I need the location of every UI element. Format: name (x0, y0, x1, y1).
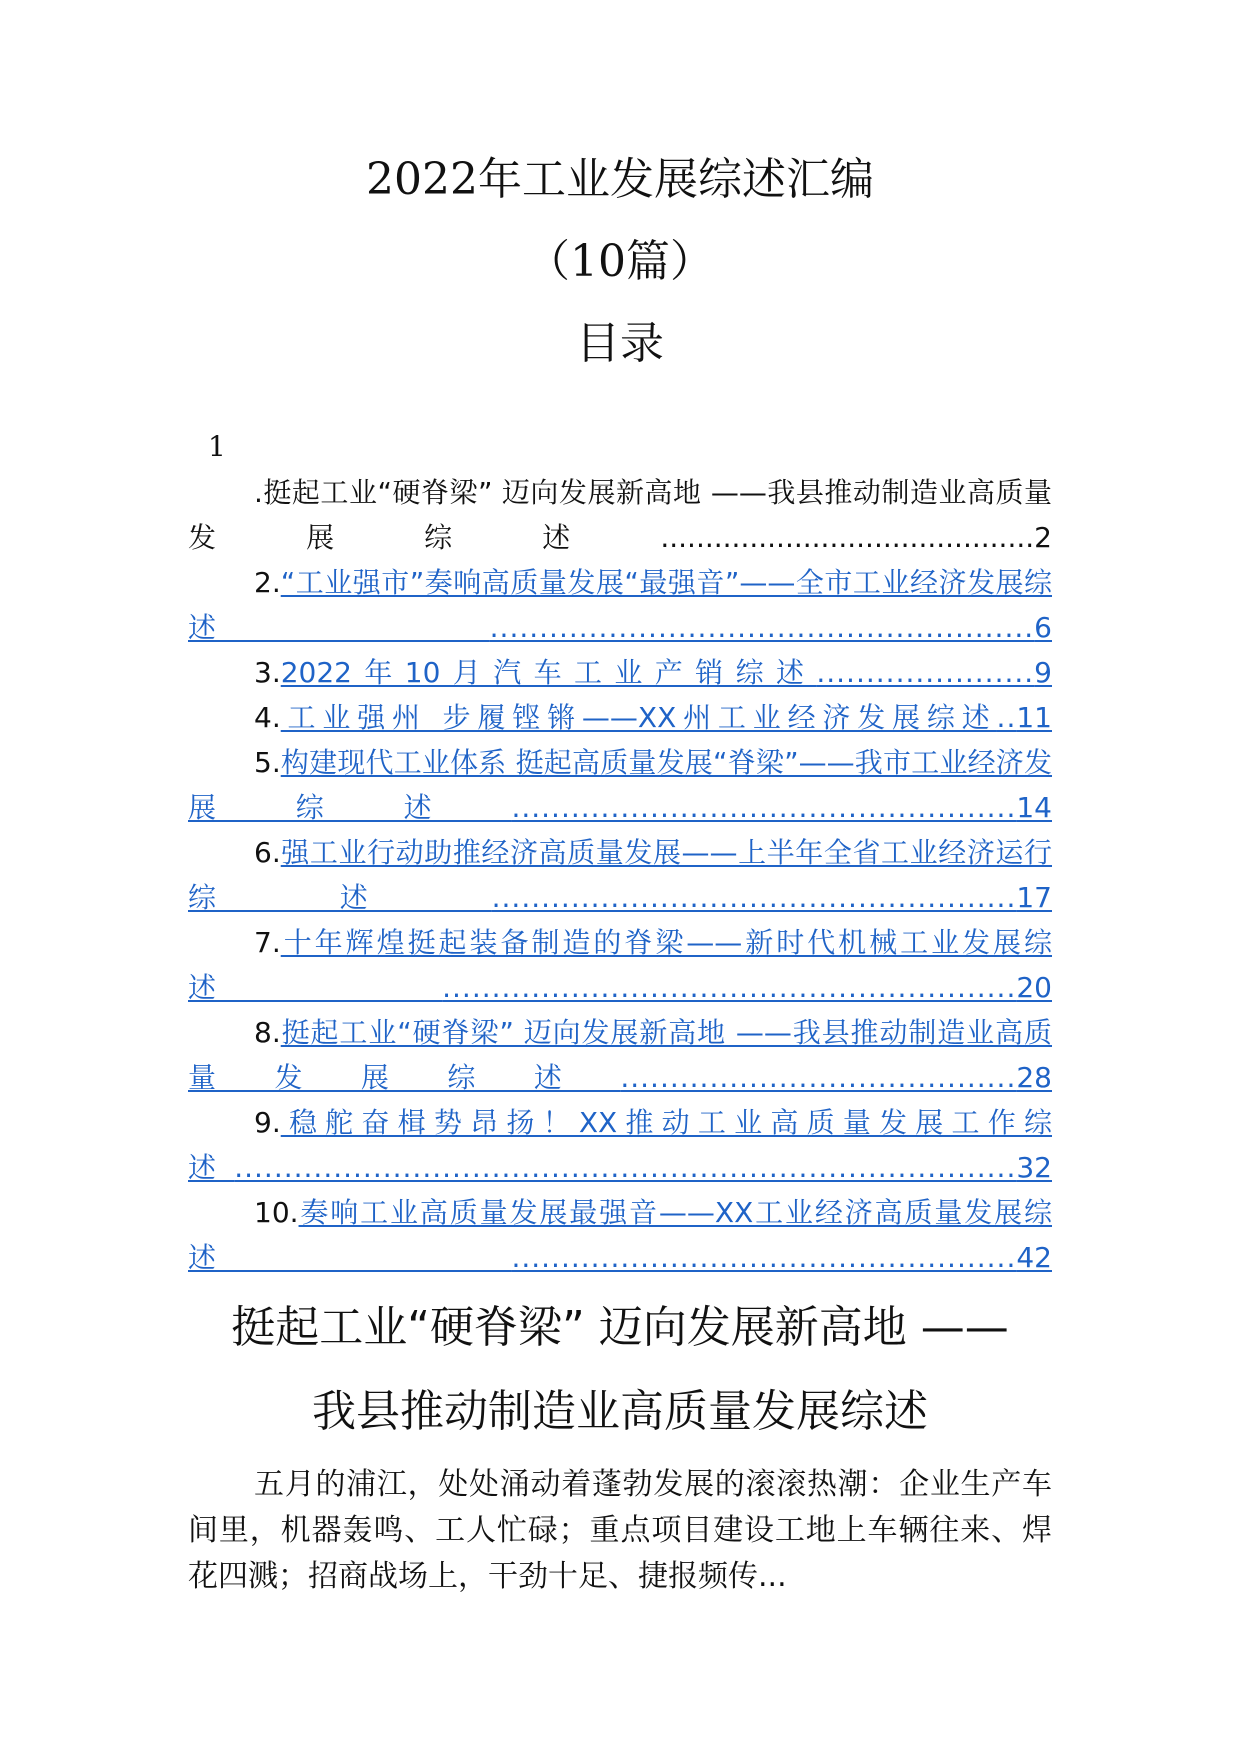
article-title-line-1: 挺起工业“硬脊梁” 迈向发展新高地 —— (231, 1302, 1009, 1353)
table-of-contents (188, 470, 1052, 1280)
toc-entry-dots[interactable]: ................................................... (511, 791, 1017, 824)
toc-entry-page[interactable]: 6 (1034, 611, 1052, 644)
toc-entry-link[interactable]: 稳舵奋楫势昂扬！XX推动工业高质量发展工作综述 (188, 1106, 1052, 1184)
toc-entry-number: 4. (254, 701, 281, 734)
toc-entry-1 (188, 470, 1052, 560)
toc-entry-4 (188, 695, 1052, 740)
toc-heading: 目录 (576, 318, 664, 369)
toc-entry-number: 3. (254, 656, 281, 689)
toc-entry-9 (188, 1100, 1052, 1190)
toc-entry-link[interactable]: 挺起工业“硬脊梁” 迈向发展新高地 ——我县推动制造业高质量发展综述 (188, 1016, 1052, 1094)
toc-entry-8 (188, 1010, 1052, 1100)
toc-entry-link[interactable]: 2022年10月汽车工业产销综述 (280, 656, 817, 689)
toc-entry-dots[interactable]: ..................................................... (491, 881, 1017, 914)
article-paragraph: 五月的浦江，处处涌动着蓬勃发展的滚滚热潮：企业生产车间里，机器轰鸣、工人忙碌；重点项目建设工地上车辆往来、焊花四溅；招商战场上，干劲十足、捷报频传... (188, 1467, 1052, 1594)
toc-entry-number: 2. (254, 566, 281, 599)
document-count: （10篇） (526, 236, 714, 287)
toc-entry-dots[interactable]: ....................................................... (489, 611, 1035, 644)
toc-entry-dots[interactable]: ............................................................................... (234, 1151, 1017, 1184)
toc-entry-number: 7. (254, 926, 281, 959)
toc-entry-link[interactable]: 工业强州 步履铿锵——XX州工业经济发展综述 (280, 701, 997, 734)
toc-entry-dots[interactable]: ...................... (816, 656, 1035, 689)
toc-entry-text: 挺起工业“硬脊梁” 迈向发展新高地 ——我县推动制造业高质量发展综述 (188, 476, 1052, 554)
toc-entry-dots[interactable]: ........................................ (620, 1061, 1017, 1094)
toc-entry-number: . (254, 476, 263, 509)
toc-entry-dots: .......................................... (660, 521, 1035, 554)
toc-entry-page[interactable]: 14 (1016, 791, 1052, 824)
toc-entry-10 (188, 1190, 1052, 1280)
toc-entry-page[interactable]: 20 (1016, 971, 1052, 1004)
document-title: 2022年工业发展综述汇编 (366, 154, 874, 205)
toc-entry-page[interactable]: 17 (1016, 881, 1052, 914)
toc-entry-dots[interactable]: .. (996, 701, 1017, 734)
article-title-line-2: 我县推动制造业高质量发展综述 (312, 1386, 928, 1437)
toc-entry-link[interactable]: 十年辉煌挺起装备制造的脊梁——新时代机械工业发展综述 (188, 926, 1052, 1004)
toc-entry-page[interactable]: 32 (1016, 1151, 1052, 1184)
toc-entry-page: 2 (1034, 521, 1052, 554)
toc-entry-link[interactable]: 奏响工业高质量发展最强音——XX工业经济高质量发展综述 (188, 1196, 1052, 1274)
toc-entry-number: 6. (254, 836, 281, 869)
toc-entry-page[interactable]: 42 (1016, 1241, 1052, 1274)
toc-entry-number: 5. (254, 746, 281, 779)
toc-entry-7 (188, 920, 1052, 1010)
toc-entry-6 (188, 830, 1052, 920)
toc-entry-dots[interactable]: .......................................................... (442, 971, 1017, 1004)
toc-entry-number: 9. (254, 1106, 281, 1139)
toc-entry-number: 10. (254, 1196, 299, 1229)
toc-entry-number: 8. (254, 1016, 281, 1049)
toc-entry-page[interactable]: 28 (1016, 1061, 1052, 1094)
toc-entry-5 (188, 740, 1052, 830)
toc-entry-3 (188, 650, 1052, 695)
toc-entry-link[interactable]: 构建现代工业体系 挺起高质量发展“脊梁”——我市工业经济发展综述 (188, 746, 1052, 824)
toc-entry-link[interactable]: 强工业行动助推经济高质量发展——上半年全省工业经济运行综述 (188, 836, 1052, 914)
toc-entry-page[interactable]: 9 (1034, 656, 1052, 689)
footnote-mark: 1 (208, 430, 226, 463)
toc-entry-dots[interactable]: ................................................... (511, 1241, 1017, 1274)
toc-entry-2 (188, 560, 1052, 650)
toc-entry-page[interactable]: 11 (1016, 701, 1052, 734)
toc-entry-link[interactable]: “工业强市”奏响高质量发展“最强音”——全市工业经济发展综述 (188, 566, 1052, 644)
